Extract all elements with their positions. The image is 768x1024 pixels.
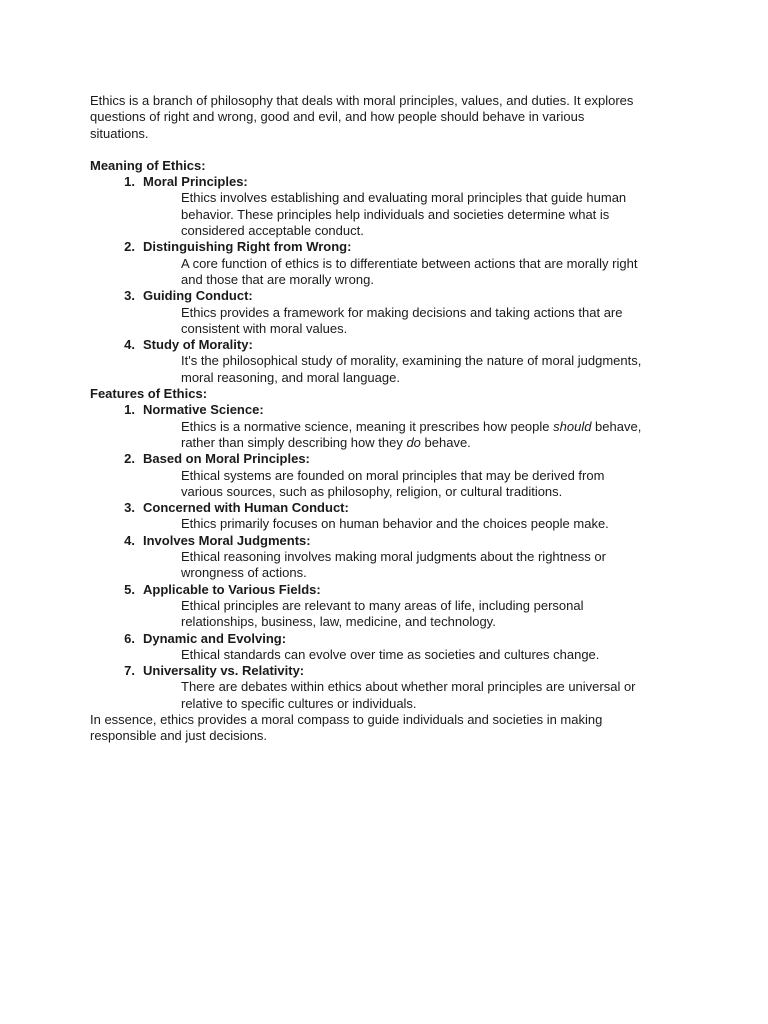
item-number: 3.	[124, 288, 135, 304]
desc-line: Ethical reasoning involves making moral judgments about the rightness or	[181, 549, 606, 565]
desc-line: relationships, business, law, medicine, and technology.	[181, 614, 496, 630]
item-number: 7.	[124, 663, 135, 679]
list-item	[90, 663, 690, 712]
item-number: 1.	[124, 174, 135, 190]
intro-line: Ethics is a branch of philosophy that deals with moral principles, values, and duties. It explores	[90, 93, 634, 108]
item-title	[90, 582, 690, 598]
desc-line: behavior. These principles help individuals and societies determine what is	[181, 206, 610, 222]
item-description	[90, 419, 690, 452]
desc-line: Ethics primarily focuses on human behavior and the choices people make.	[181, 516, 609, 532]
item-title	[90, 533, 690, 549]
desc-line: relative to specific cultures or individuals.	[181, 695, 417, 711]
item-description	[90, 190, 690, 239]
item-description	[90, 256, 690, 289]
desc-line: various sources, such as philosophy, religion, or cultural traditions.	[181, 483, 563, 499]
item-description	[90, 353, 690, 386]
intro-paragraph	[90, 93, 690, 142]
desc-line: considered acceptable conduct.	[181, 223, 364, 239]
desc-line: Ethical standards can evolve over time as societies and cultures change.	[181, 646, 600, 662]
desc-text: behave.	[420, 434, 471, 450]
intro-line: questions of right and wrong, good and evil, and how people should behave in various	[90, 109, 585, 125]
item-number: 4.	[124, 337, 135, 353]
list-item	[90, 239, 690, 288]
item-title-text: Dynamic and Evolving:	[143, 630, 287, 646]
item-title	[90, 663, 690, 679]
item-number: 5.	[124, 581, 135, 597]
list-item	[90, 631, 690, 664]
item-title-text: Moral Principles:	[143, 174, 248, 190]
desc-line: consistent with moral values.	[181, 320, 348, 336]
item-title	[90, 239, 690, 255]
item-title-text: Applicable to Various Fields:	[143, 581, 321, 597]
list-item	[90, 451, 690, 500]
closing-paragraph	[90, 712, 690, 745]
item-number: 1.	[124, 402, 135, 418]
desc-line: A core function of ethics is to differentiate between actions that are morally right	[181, 255, 638, 271]
item-number: 2.	[124, 239, 135, 255]
features-list	[90, 402, 690, 712]
emphasis-text: do	[406, 434, 421, 450]
desc-line	[181, 435, 690, 451]
desc-line: Ethics involves establishing and evaluating moral principles that guide human	[181, 190, 627, 206]
desc-line: and those that are morally wrong.	[181, 271, 374, 287]
item-description	[90, 468, 690, 501]
item-number: 6.	[124, 630, 135, 646]
desc-line: wrongness of actions.	[181, 565, 307, 581]
desc-line: It's the philosophical study of morality, examining the nature of moral judgments,	[181, 353, 642, 369]
list-item	[90, 174, 690, 239]
item-title	[90, 288, 690, 304]
item-title	[90, 174, 690, 190]
item-description	[90, 598, 690, 631]
desc-text: Ethics is a normative science, meaning it prescribes how people	[181, 418, 554, 434]
meaning-heading: Meaning of Ethics:	[90, 157, 206, 173]
item-title	[90, 337, 690, 353]
item-title-text: Universality vs. Relativity:	[143, 663, 305, 679]
desc-line: Ethical principles are relevant to many areas of life, including personal	[181, 597, 584, 613]
item-description	[90, 549, 690, 582]
desc-text: rather than simply describing how they	[181, 434, 407, 450]
closing-line: responsible and just decisions.	[90, 728, 268, 744]
list-item	[90, 533, 690, 582]
closing-line: In essence, ethics provides a moral compass to guide individuals and societies in making	[90, 711, 603, 727]
item-description	[90, 679, 690, 712]
item-number: 4.	[124, 532, 135, 548]
item-title-text: Study of Morality:	[143, 337, 253, 353]
item-description	[90, 516, 690, 532]
item-title	[90, 451, 690, 467]
list-item	[90, 500, 690, 533]
item-title	[90, 402, 690, 418]
meaning-list	[90, 174, 690, 386]
intro-line: situations.	[90, 125, 149, 141]
item-title-text: Distinguishing Right from Wrong:	[143, 239, 352, 255]
desc-line: moral reasoning, and moral language.	[181, 369, 400, 385]
list-item	[90, 402, 690, 451]
desc-text: behave,	[591, 418, 642, 434]
desc-line: Ethical systems are founded on moral principles that may be derived from	[181, 467, 605, 483]
item-number: 3.	[124, 500, 135, 516]
item-number: 2.	[124, 451, 135, 467]
item-title-text: Involves Moral Judgments:	[143, 532, 311, 548]
item-title-text: Concerned with Human Conduct:	[143, 500, 349, 516]
item-description	[90, 305, 690, 338]
emphasis-text: should	[553, 418, 592, 434]
item-title-text: Based on Moral Principles:	[143, 451, 310, 467]
desc-line: There are debates within ethics about whether moral principles are universal or	[181, 679, 636, 695]
list-item	[90, 337, 690, 386]
document-page	[90, 93, 690, 745]
list-item	[90, 288, 690, 337]
item-title-text: Normative Science:	[143, 402, 264, 418]
desc-line: Ethics provides a framework for making decisions and taking actions that are	[181, 304, 623, 320]
item-title	[90, 631, 690, 647]
item-title-text: Guiding Conduct:	[143, 288, 253, 304]
features-heading: Features of Ethics:	[90, 386, 208, 402]
list-item	[90, 582, 690, 631]
item-title	[90, 500, 690, 516]
item-description	[90, 647, 690, 663]
desc-line	[181, 419, 690, 435]
